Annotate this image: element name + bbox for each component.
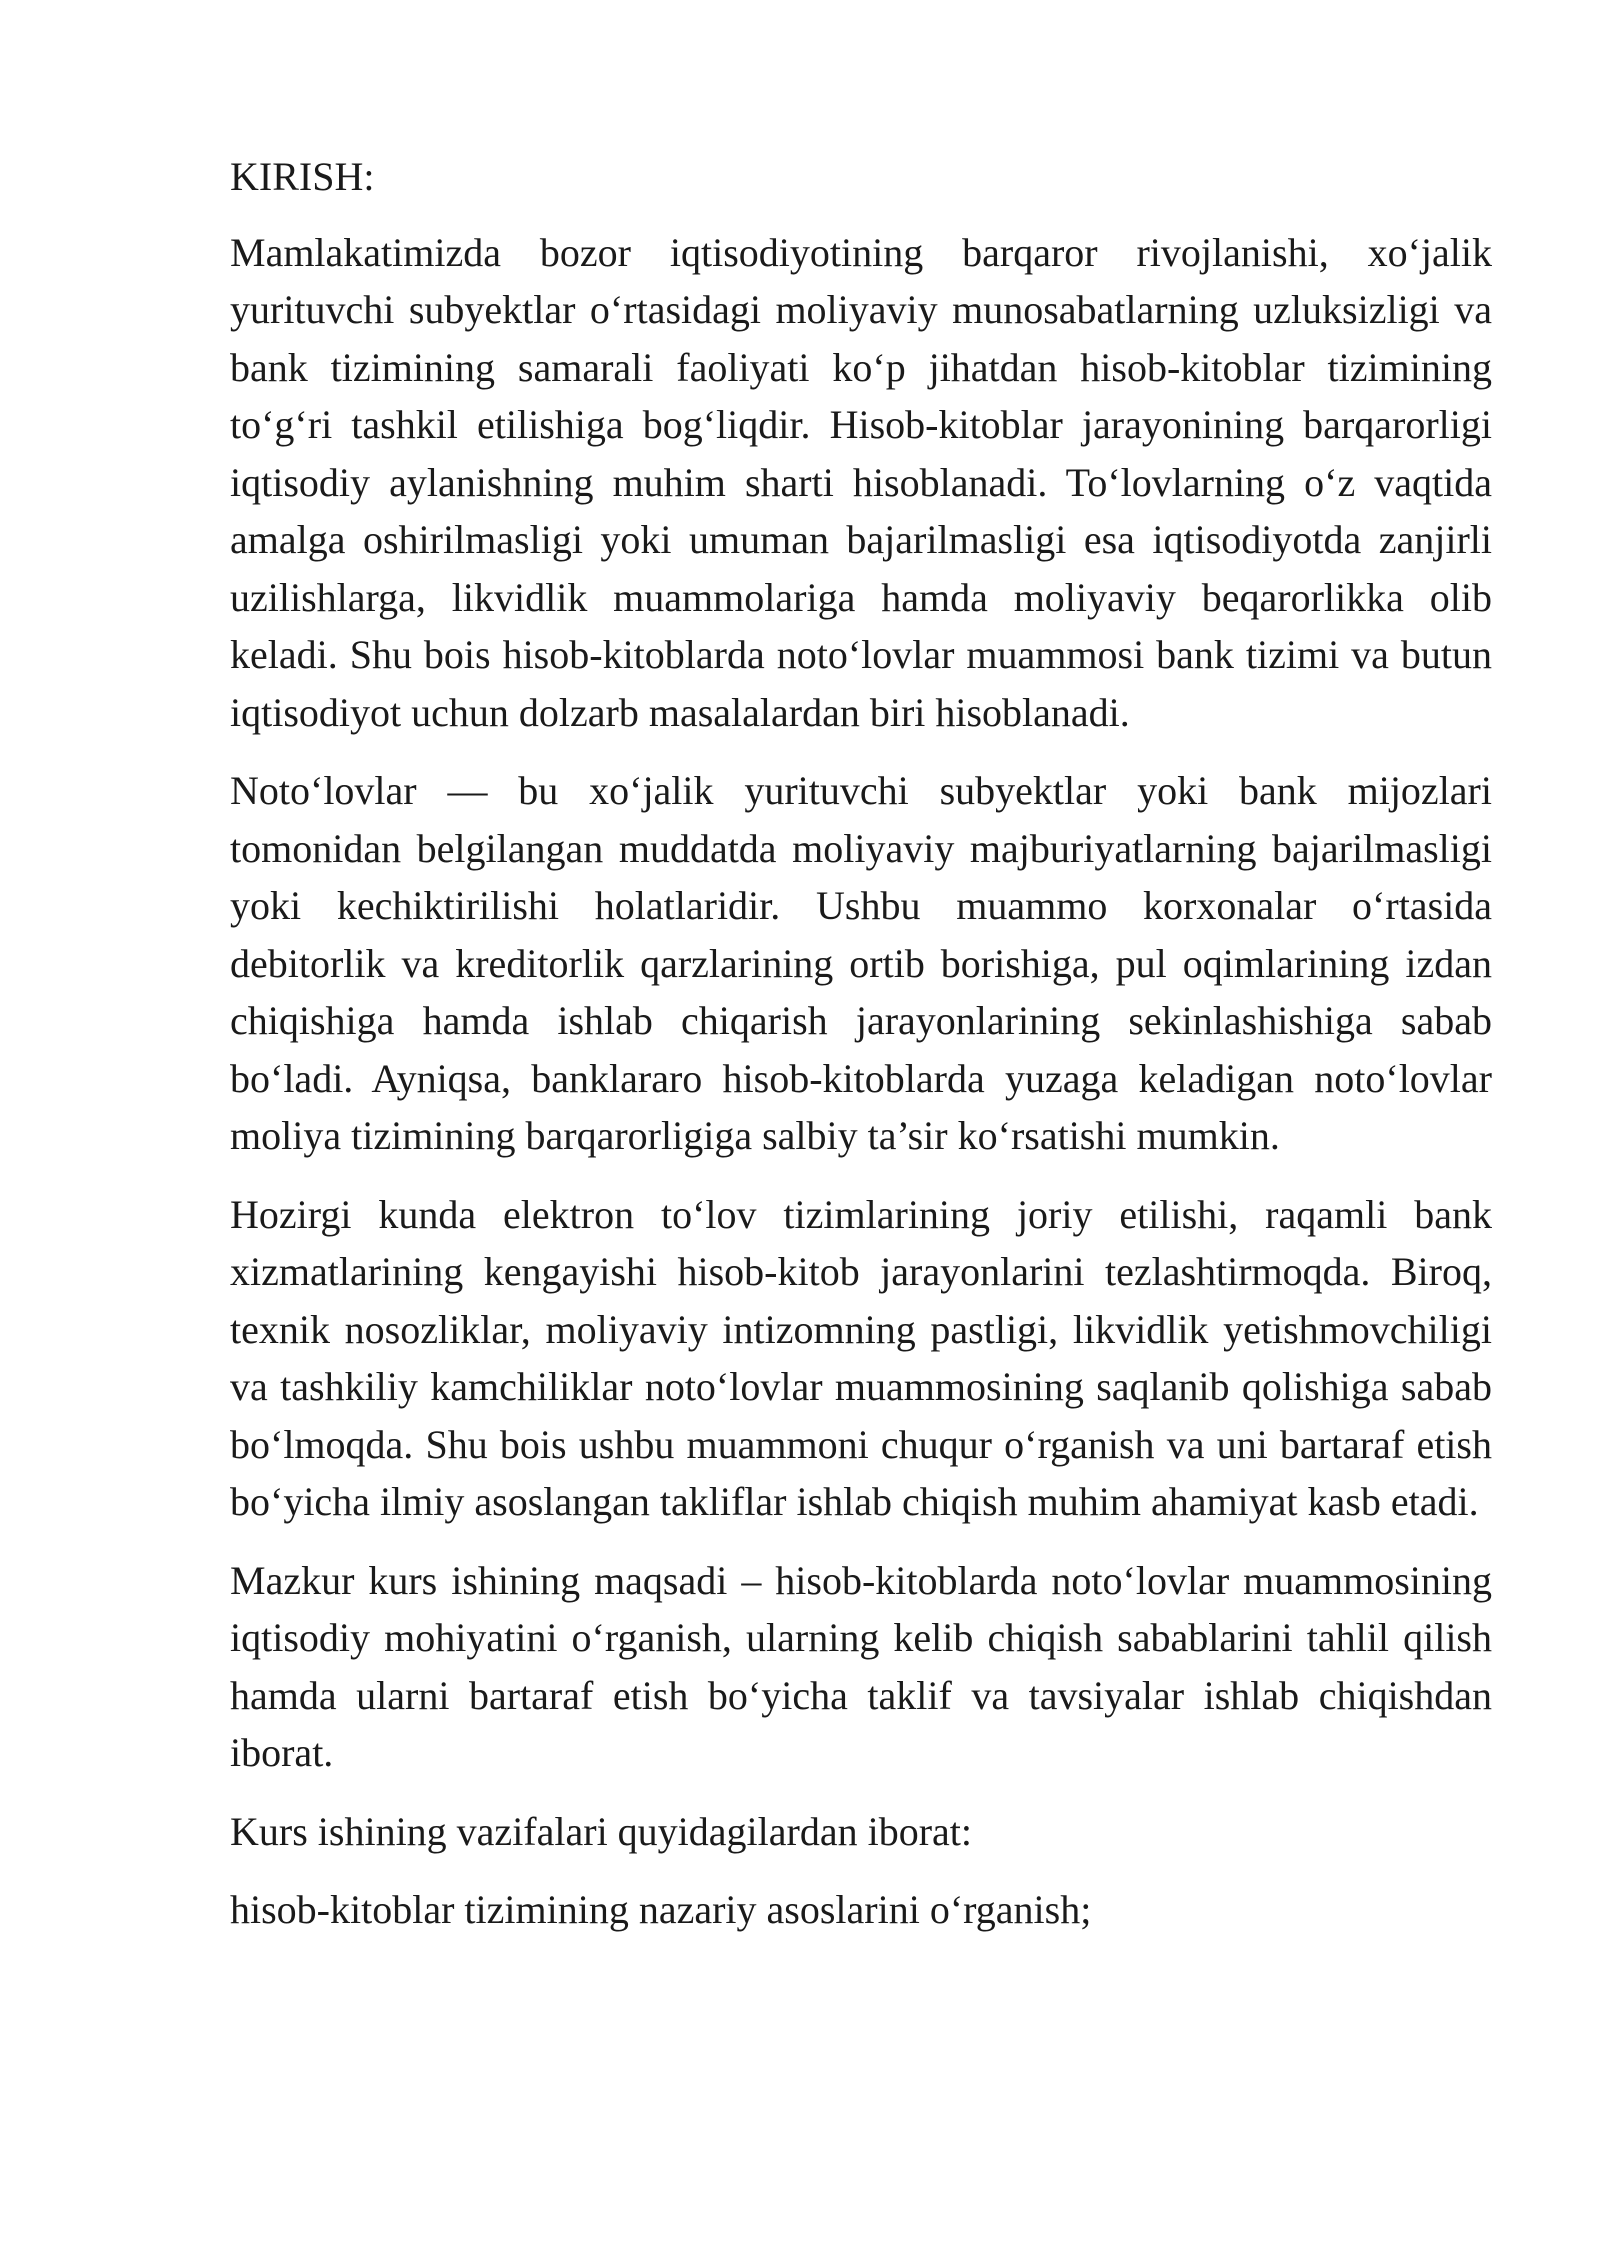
paragraph-nontolovlar-definition: Noto‘lovlar — bu xo‘jalik yurituvchi subyektlar yoki bank mijozlari tomonidan belgilangan muddatda moliyaviy majburiyatlarning bajarilmasligi yoki kechiktirilishi holatlaridir. Ushbu muammo korxonalar o‘rtasida debitorlik va kreditorlik qarzlarining ortib borishiga, pul oqimlarining izdan chiqishiga hamda ishlab chiqarish jarayonlarining sekinlashishiga sabab bo‘ladi. Ayniqsa, banklararo hisob-kitoblarda yuzaga keladigan noto‘lovlar moliya tizimining barqarorligiga salbiy ta’sir ko‘rsatishi mumkin. <box>230 768 1492 1158</box>
paragraph-tasks-intro: Kurs ishining vazifalari quyidagilardan iborat: <box>230 1808 973 1854</box>
paragraph-course-goal: Mazkur kurs ishining maqsadi – hisob-kitoblarda noto‘lovlar muammosining iqtisodiy mohiyatini o‘rganish, ularning kelib chiqish sabablarini tahlil qilish hamda ularni bartaraf etish bo‘yicha taklif va tavsiyalar ishlab chiqishdan iborat. <box>230 1557 1492 1775</box>
section-heading: KIRISH: <box>230 154 375 199</box>
document-body <box>230 148 1492 1960</box>
paragraph-current-state: Hozirgi kunda elektron to‘lov tizimlarining joriy etilishi, raqamli bank xizmatlarining kengayishi hisob-kitob jarayonlarini tezlashtirmoqda. Biroq, texnik nosozliklar, moliyaviy intizomning pastligi, likvidlik yetishmovchiligi va tashkiliy kamchiliklar noto‘lovlar muammosining saqlanib qolishiga sabab bo‘lmoqda. Shu bois ushbu muammoni chuqur o‘rganish va uni bartaraf etish bo‘yicha ilmiy asoslangan takliflar ishlab chiqish muhim ahamiyat kasb etadi. <box>230 1191 1492 1524</box>
list-item-task-1: hisob-kitoblar tizimining nazariy asoslarini o‘rganish; <box>230 1887 1092 1932</box>
paragraph-introduction: Mamlakatimizda bozor iqtisodiyotining barqaror rivojlanishi, xo‘jalik yurituvchi subyektlar o‘rtasidagi moliyaviy munosabatlarning uzluksizligi va bank tizimining samarali faoliyati ko‘p jihatdan hisob-kitoblar tizimining to‘g‘ri tashkil etilishiga bog‘liqdir. Hisob-kitoblar jarayonining barqarorligi iqtisodiy aylanishning muhim sharti hisoblanadi. To‘lovlarning o‘z vaqtida amalga oshirilmasligi yoki umuman bajarilmasligi esa iqtisodiyotda zanjirli uzilishlarga, likvidlik muammolariga hamda moliyaviy beqarorlikka olib keladi. Shu bois hisob-kitoblarda noto‘lovlar muammosi bank tizimi va butun iqtisodiyot uchun dolzarb masalalardan biri hisoblanadi. <box>230 229 1492 735</box>
